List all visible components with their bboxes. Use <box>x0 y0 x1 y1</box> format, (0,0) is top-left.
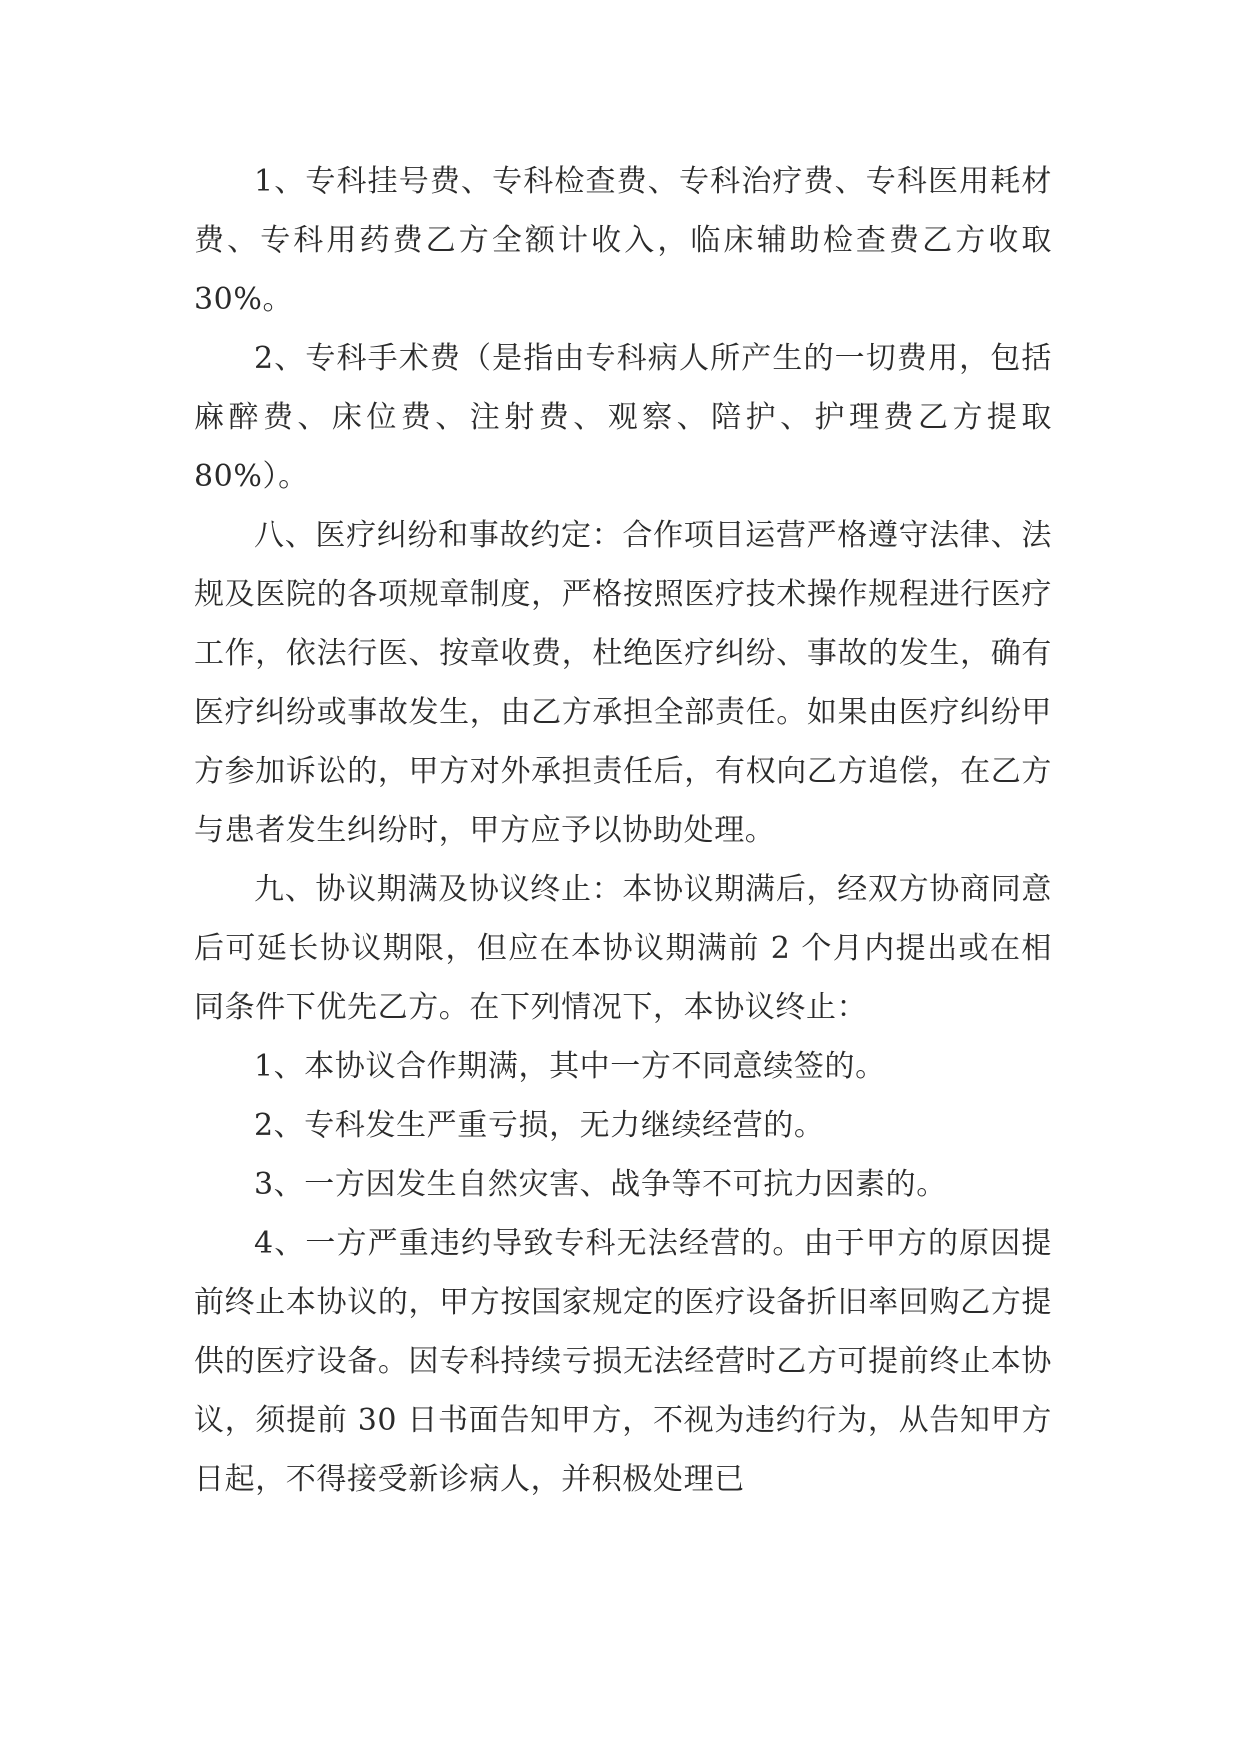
paragraph-section-9: 九、协议期满及协议终止：本协议期满后，经双方协商同意后可延长协议期限，但应在本协议期满前 2 个月内提出或在相同条件下优先乙方。在下列情况下，本协议终止： <box>194 872 1052 1025</box>
paragraph-fee-clause-1: 1、专科挂号费、专科检查费、专科治疗费、专科医用耗材费、专科用药费乙方全额计收入，临床辅助检查费乙方收取 30%。 <box>194 164 1052 317</box>
paragraph-termination-2: 2、专科发生严重亏损，无力继续经营的。 <box>254 1108 825 1143</box>
paragraph-termination-1: 1、本协议合作期满，其中一方不同意续签的。 <box>254 1049 886 1084</box>
paragraph-section-8: 八、医疗纠纷和事故约定：合作项目运营严格遵守法律、法规及医院的各项规章制度，严格按照医疗技术操作规程进行医疗工作，依法行医、按章收费，杜绝医疗纠纷、事故的发生，确有医疗纠纷或事故发生，由乙方承担全部责任。如果由医疗纠纷甲方参加诉讼的，甲方对外承担责任后，有权向乙方追偿，在乙方与患者发生纠纷时，甲方应予以协助处理。 <box>194 518 1052 848</box>
paragraph-termination-4: 4、一方严重违约导致专科无法经营的。由于甲方的原因提前终止本协议的，甲方按国家规定的医疗设备折旧率回购乙方提供的医疗设备。因专科持续亏损无法经营时乙方可提前终止本协议，须提前 30 日书面告知甲方，不视为违约行为，从告知甲方日起，不得接受新诊病人，并积极处理已 <box>194 1226 1052 1497</box>
paragraph-fee-clause-2: 2、专科手术费（是指由专科病人所产生的一切费用，包括麻醉费、床位费、注射费、观察、陪护、护理费乙方提取 80%）。 <box>194 341 1052 494</box>
document-body <box>194 152 1052 1509</box>
paragraph-termination-3: 3、一方因发生自然灾害、战争等不可抗力因素的。 <box>254 1167 947 1202</box>
